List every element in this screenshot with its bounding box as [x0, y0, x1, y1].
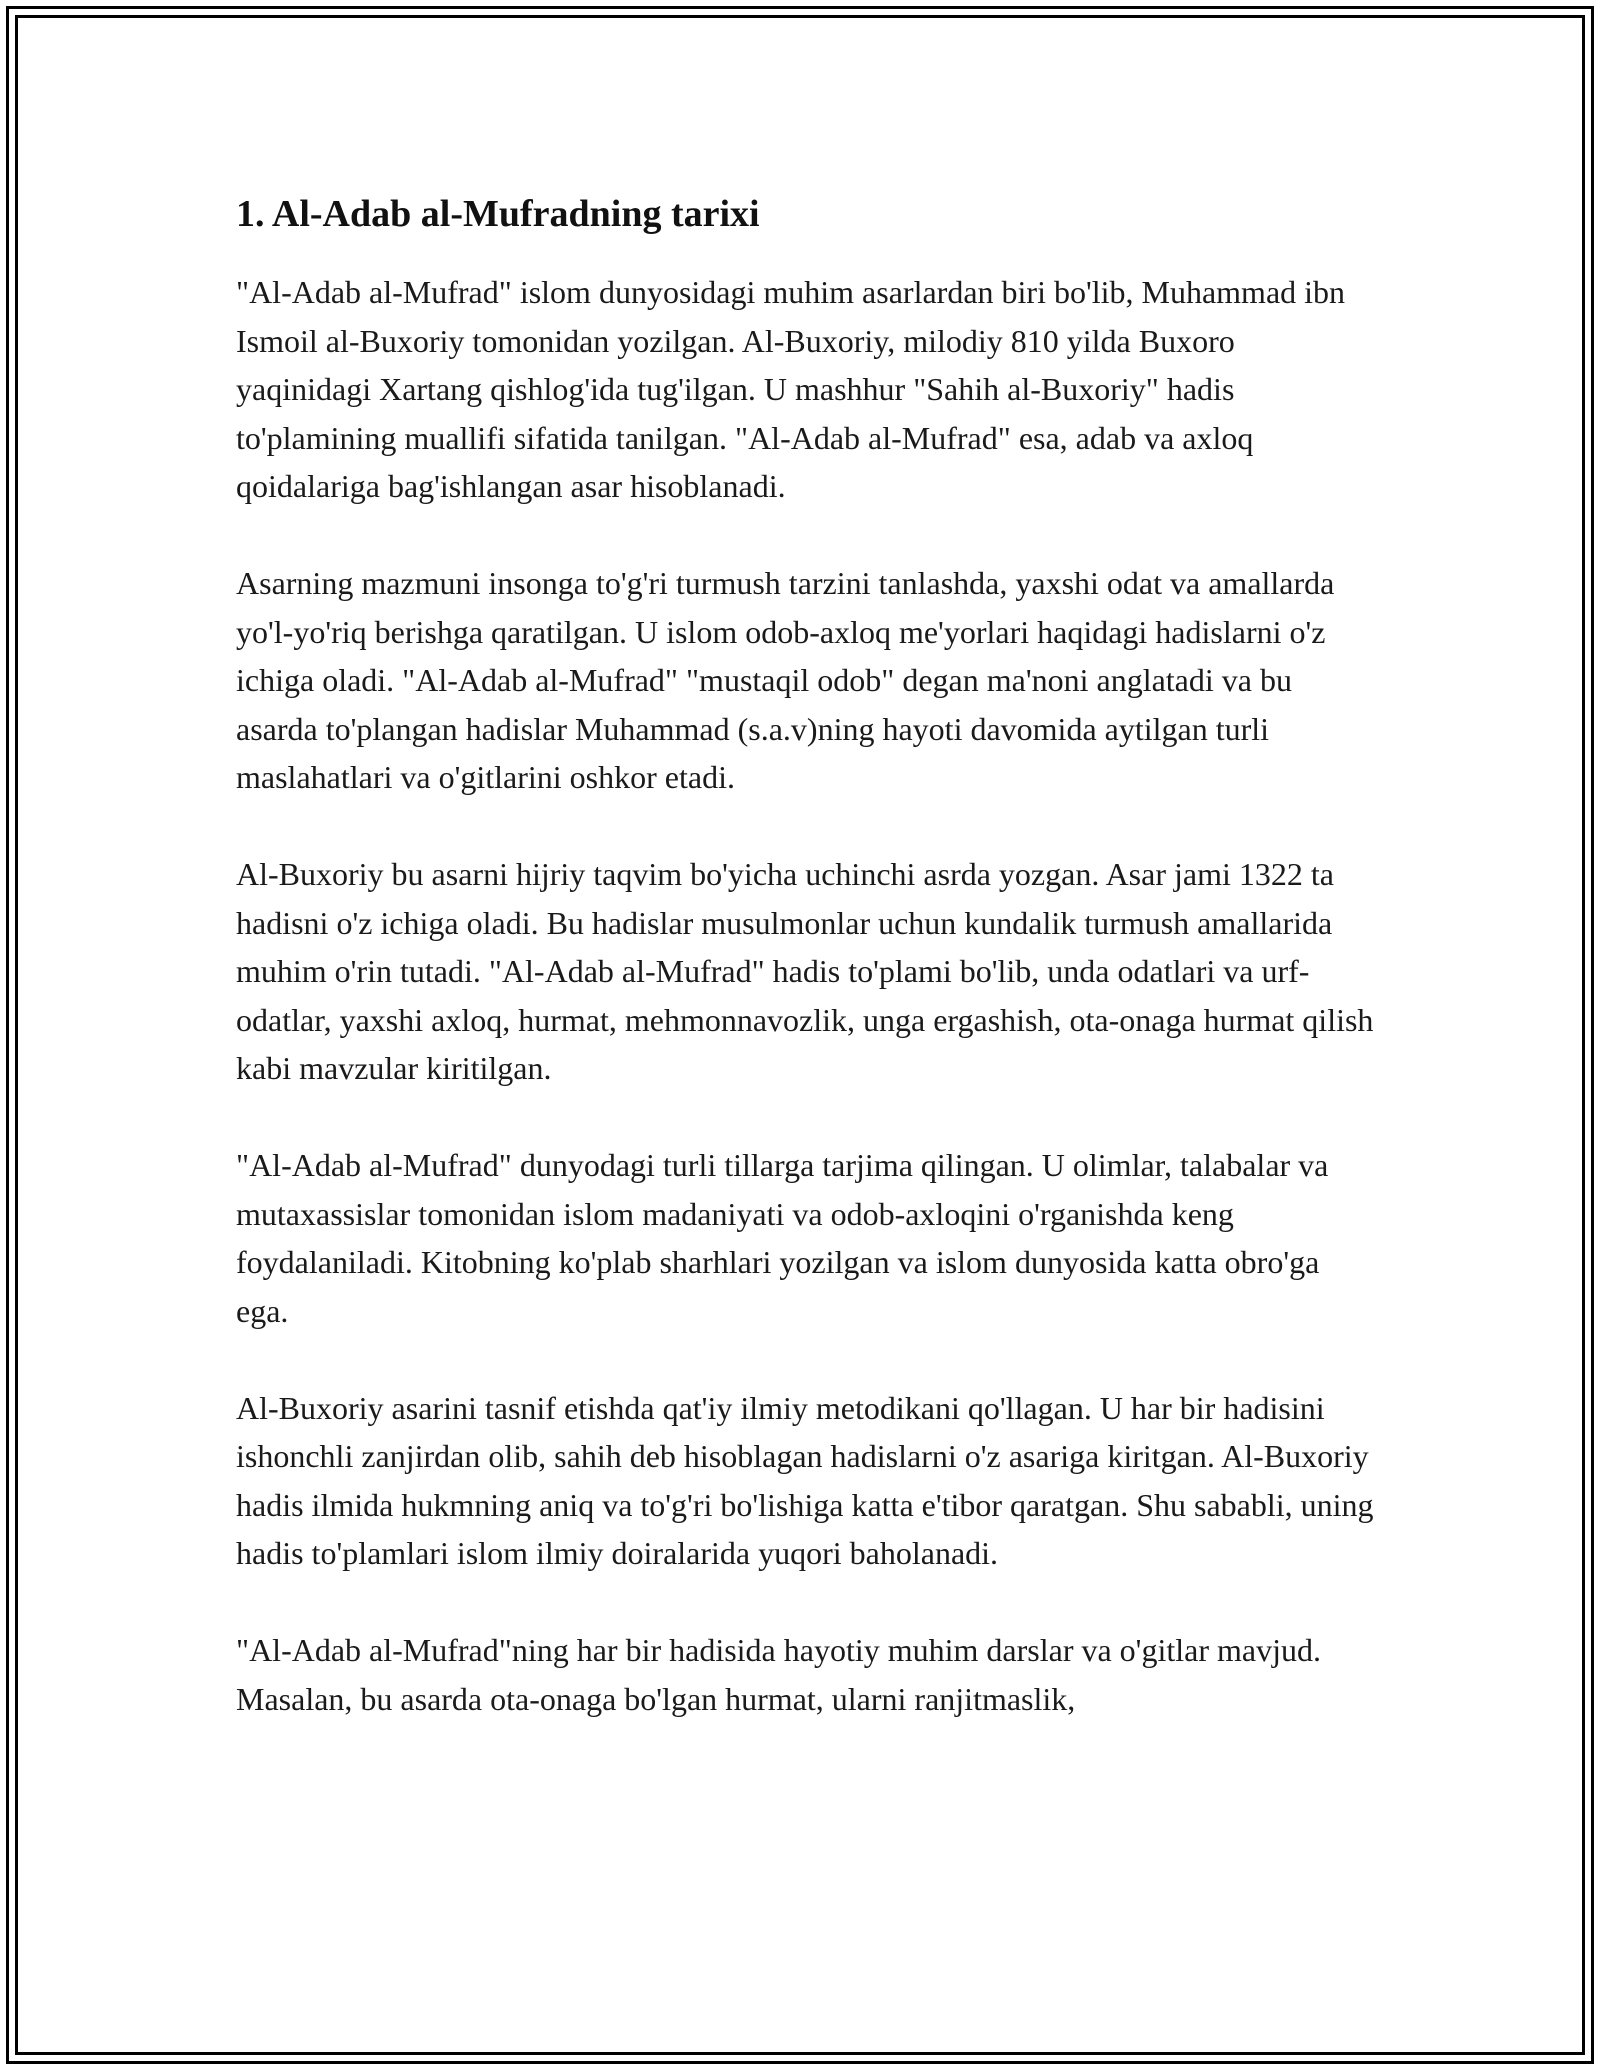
paragraph-6: "Al-Adab al-Mufrad"ning har bir hadisida hayotiy muhim darslar va o'gitlar mavjud. Masalan, bu asarda ota-onaga bo'lgan hurmat, ularni ranjitmaslik, — [236, 1632, 1321, 1717]
paragraph-3: Al-Buxoriy bu asarni hijriy taqvim bo'yicha uchinchi asrda yozgan. Asar jami 1322 ta hadisni o'z ichiga oladi. Bu hadislar musulmonlar uchun kundalik turmush amallarida muhim o'rin tutadi. "Al-Adab al-Mufrad" hadis to'plami bo'lib, unda odatlari va urf-odatlar, yaxshi axloq, hurmat, mehmonnavozlik, unga ergashish, ota-onaga hurmat qilish kabi mavzular kiritilgan. — [236, 856, 1374, 1086]
paragraph-2: Asarning mazmuni insonga to'g'ri turmush tarzini tanlashda, yaxshi odat va amallarda yo'l-yo'riq berishga qaratilgan. U islom odob-axloq me'yorlari haqidagi hadislarni o'z ichiga oladi. "Al-Adab al-Mufrad" "mustaqil odob" degan ma'noni anglatadi va bu asarda to'plangan hadislar Muhammad (s.a.v)ning hayoti davomida aytilgan turli maslahatlari va o'gitlarini oshkor etadi. — [236, 565, 1335, 795]
section-heading: 1. Al-Adab al-Mufradning tarixi — [236, 193, 760, 235]
paragraph-5: Al-Buxoriy asarini tasnif etishda qat'iy ilmiy metodikani qo'llagan. U har bir hadisini ishonchli zanjirdan olib, sahih deb hisoblagan hadislarni o'z asariga kiritgan. Al-Buxoriy hadis ilmida hukmning aniq va to'g'ri bo'lishiga katta e'tibor qaratgan. Shu sababli, uning hadis to'plamlari islom ilmiy doiralarida yuqori baholanadi. — [236, 1389, 1374, 1571]
document-body — [236, 186, 1376, 1772]
paragraph-1: "Al-Adab al-Mufrad" islom dunyosidagi muhim asarlardan biri bo'lib, Muhammad ibn Ismoil al-Buxoriy tomonidan yozilgan. Al-Buxoriy, milodiy 810 yilda Buxoro yaqinidagi Xartang qishlog'ida tug'ilgan. U mashhur "Sahih al-Buxoriy" hadis to'plamining muallifi sifatida tanilgan. "Al-Adab al-Mufrad" esa, adab va axloq qoidalariga bag'ishlangan asar hisoblanadi. — [236, 274, 1346, 504]
paragraph-4: "Al-Adab al-Mufrad" dunyodagi turli tillarga tarjima qilingan. U olimlar, talabalar va mutaxassislar tomonidan islom madaniyati va odob-axloqini o'rganishda keng foydalaniladi. Kitobning ko'plab sharhlari yozilgan va islom dunyosida katta obro'ga ega. — [236, 1147, 1329, 1329]
